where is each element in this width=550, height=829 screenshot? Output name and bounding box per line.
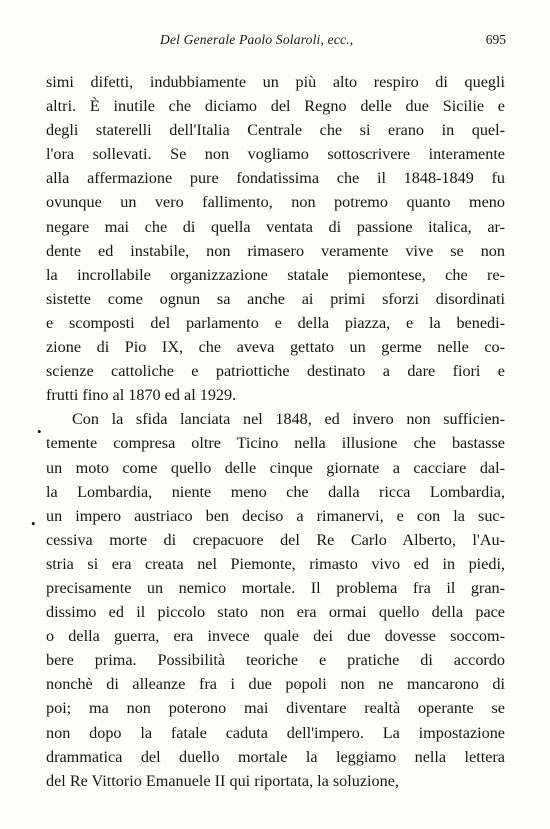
- text-line: Con la sfida lanciata nel 1848, ed invero non sufficien-: [72, 410, 505, 429]
- text-line: simi difetti, indubbiamente un più alto respiro di quegli: [46, 73, 505, 91]
- text-line: la incrollabile organizzazione statale piemontese, che re-: [46, 265, 505, 284]
- margin-dot: •: [31, 516, 36, 531]
- text-line: precisamente un nemico mortale. Il problema fra il gran-: [46, 578, 505, 597]
- page-number: 695: [485, 32, 506, 47]
- text-line: degli staterelli dell'Italia Centrale che si erano in quel-: [46, 121, 505, 140]
- text-line: cessiva morte di crepacuore del Re Carlo Alberto, l'Au-: [46, 530, 505, 549]
- text-line: frutti fino al 1870 ed al 1929.: [46, 386, 237, 405]
- text-line: o della guerra, era invece quale dei due dovesse soccom-: [46, 627, 505, 646]
- text-line: la Lombardia, niente meno che dalla ricca Lombardia,: [46, 482, 505, 501]
- body-text: [46, 70, 505, 793]
- text-line: e scomposti del parlamento e della piazza, e la benedi-: [46, 313, 505, 332]
- text-line: alla affermazione pure fondatissima che il 1848-1849 fu: [46, 169, 505, 188]
- text-line: non dopo la fatale caduta dell'impero. La impostazione: [46, 723, 505, 742]
- margin-dot: •: [37, 424, 42, 439]
- paragraph-1: [46, 70, 505, 407]
- text-line: stria si era creata nel Piemonte, rimasto vivo ed in piedi,: [46, 554, 505, 573]
- text-line: un impero austriaco ben deciso a rimanervi, e con la suc-: [46, 506, 505, 525]
- text-line: del Re Vittorio Emanuele II qui riportata, la soluzione,: [46, 771, 399, 790]
- text-line: temente compresa oltre Ticino nella illusione che bastasse: [46, 434, 505, 453]
- text-line: ovunque un vero fallimento, non potremo quanto meno: [46, 193, 505, 212]
- paragraph-2: [46, 407, 505, 793]
- text-line: zione di Pio IX, che aveva gettato un germe nelle co-: [46, 338, 505, 357]
- text-line: poi; ma non poterono mai diventare realtà operante se: [46, 699, 505, 718]
- text-line: drammatica del duello mortale la leggiamo nella lettera: [46, 747, 505, 766]
- text-line: dissimo ed il piccolo stato non era ormai quello della pace: [46, 603, 505, 622]
- text-line: scienze cattoliche e patriottiche destinato a dare fiori e: [46, 362, 505, 381]
- text-line: sistette come ognun sa anche ai primi sforzi disordinati: [46, 289, 505, 308]
- text-line: altri. È inutile che diciamo del Regno delle due Sicilie e: [46, 97, 505, 116]
- text-line: bere prima. Possibilità teoriche e pratiche di accordo: [46, 651, 505, 670]
- text-line: negare mai che di quella ventata di passione italica, ar-: [46, 217, 505, 236]
- text-line: dente ed instabile, non rimasero veramente vive se non: [46, 241, 505, 260]
- running-title: Del Generale Paolo Solaroli, ecc.,: [160, 32, 354, 47]
- text-line: nonchè di alleanze fra i due popoli non ne mancarono di: [46, 675, 505, 694]
- text-line: un moto come quello delle cinque giornate a cacciare dal-: [46, 458, 505, 477]
- text-line: l'ora sollevati. Se non vogliamo sottoscrivere interamente: [46, 145, 505, 164]
- running-head: [0, 30, 550, 50]
